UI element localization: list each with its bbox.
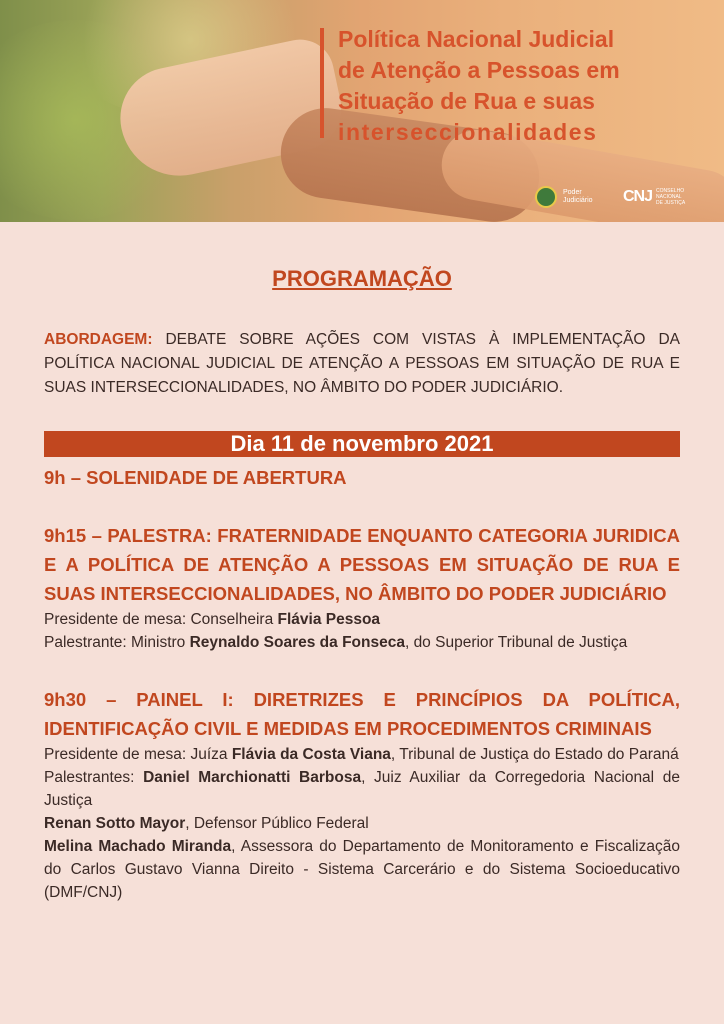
- person-name: Renan Sotto Mayor: [44, 815, 186, 832]
- session-title: 9h – SOLENIDADE DE ABERTURA: [44, 467, 347, 488]
- session-chair: Presidente de mesa: Juíza Flávia da Costa Viana, Tribunal de Justiça do Estado do Paraná: [44, 746, 679, 763]
- day-heading: Dia 11 de novembro 2021: [44, 431, 680, 457]
- event-title-line: de Atenção a Pessoas em: [338, 57, 620, 83]
- session-speaker: Melina Machado Miranda, Assessora do Departamento de Monitoramento e Fiscalização do Carlos Gustavo Vianna Direito - Sistema Carcerário e do Sistema Socioeducativo (DMF/CNJ): [44, 838, 680, 901]
- person-name: Melina Machado Miranda: [44, 838, 232, 855]
- session-opening: [44, 463, 680, 492]
- person-name: Flávia da Costa Viana: [231, 746, 391, 763]
- approach-label: ABORDAGEM:: [44, 331, 153, 348]
- event-title-line: Política Nacional Judicial: [338, 26, 615, 52]
- cnj-logo-subtitle: CONSELHO NACIONAL DE JUSTIÇA: [656, 188, 686, 206]
- approach-paragraph: [44, 328, 680, 400]
- page-title: PROGRAMAÇÃO: [272, 266, 452, 291]
- logos: [535, 184, 688, 210]
- session-panel: [44, 685, 680, 904]
- session-speaker: Renan Sotto Mayor, Defensor Público Federal: [44, 815, 369, 832]
- session-speaker: Palestrantes: Daniel Marchionatti Barbosa, Juiz Auxiliar da Corregedoria Nacional de Justiça: [44, 769, 681, 809]
- coat-of-arms-icon: [535, 186, 557, 208]
- session-title: 9h30 – PAINEL I: DIRETRIZES E PRINCÍPIOS DA POLÍTICA, IDENTIFICAÇÃO CIVIL E MEDIDAS EM PROCEDIMENTOS CRIMINAIS: [44, 689, 680, 739]
- event-title-line: Situação de Rua e suas: [338, 88, 595, 114]
- person-name: Reynaldo Soares da Fonseca: [189, 634, 405, 651]
- session-chair: Presidente de mesa: Conselheira Flávia Pessoa: [44, 611, 381, 628]
- session-lecture: [44, 521, 680, 654]
- session-title: 9h15 – PALESTRA: FRATERNIDADE ENQUANTO CATEGORIA JURIDICA E A POLÍTICA DE ATENÇÃO A PESSOAS EM SITUAÇÃO DE RUA E SUAS INTERSECCIONALIDADES, NO ÂMBITO DO PODER JUDICIÁRIO: [44, 525, 680, 604]
- cnj-logo: CNJ: [623, 188, 653, 205]
- approach-text: DEBATE SOBRE AÇÕES COM VISTAS À IMPLEMENTAÇÃO DA POLÍTICA NACIONAL JUDICIAL DE ATENÇÃO A PESSOAS EM SITUAÇÃO DE RUA E SUAS INTERSECCIONALIDADES, NO ÂMBITO DO PODER JUDICIÁRIO.: [44, 331, 680, 396]
- event-title: [338, 24, 698, 148]
- title-accent-bar: [320, 28, 324, 138]
- poder-judiciario-logo: Poder Judiciário: [563, 189, 593, 204]
- session-speaker: Palestrante: Ministro Reynaldo Soares da Fonseca, do Superior Tribunal de Justiça: [44, 634, 628, 651]
- person-name: Daniel Marchionatti Barbosa: [143, 769, 362, 786]
- event-title-line: interseccionalidades: [338, 119, 598, 145]
- header-banner: [0, 0, 724, 222]
- person-name: Flávia Pessoa: [277, 611, 381, 628]
